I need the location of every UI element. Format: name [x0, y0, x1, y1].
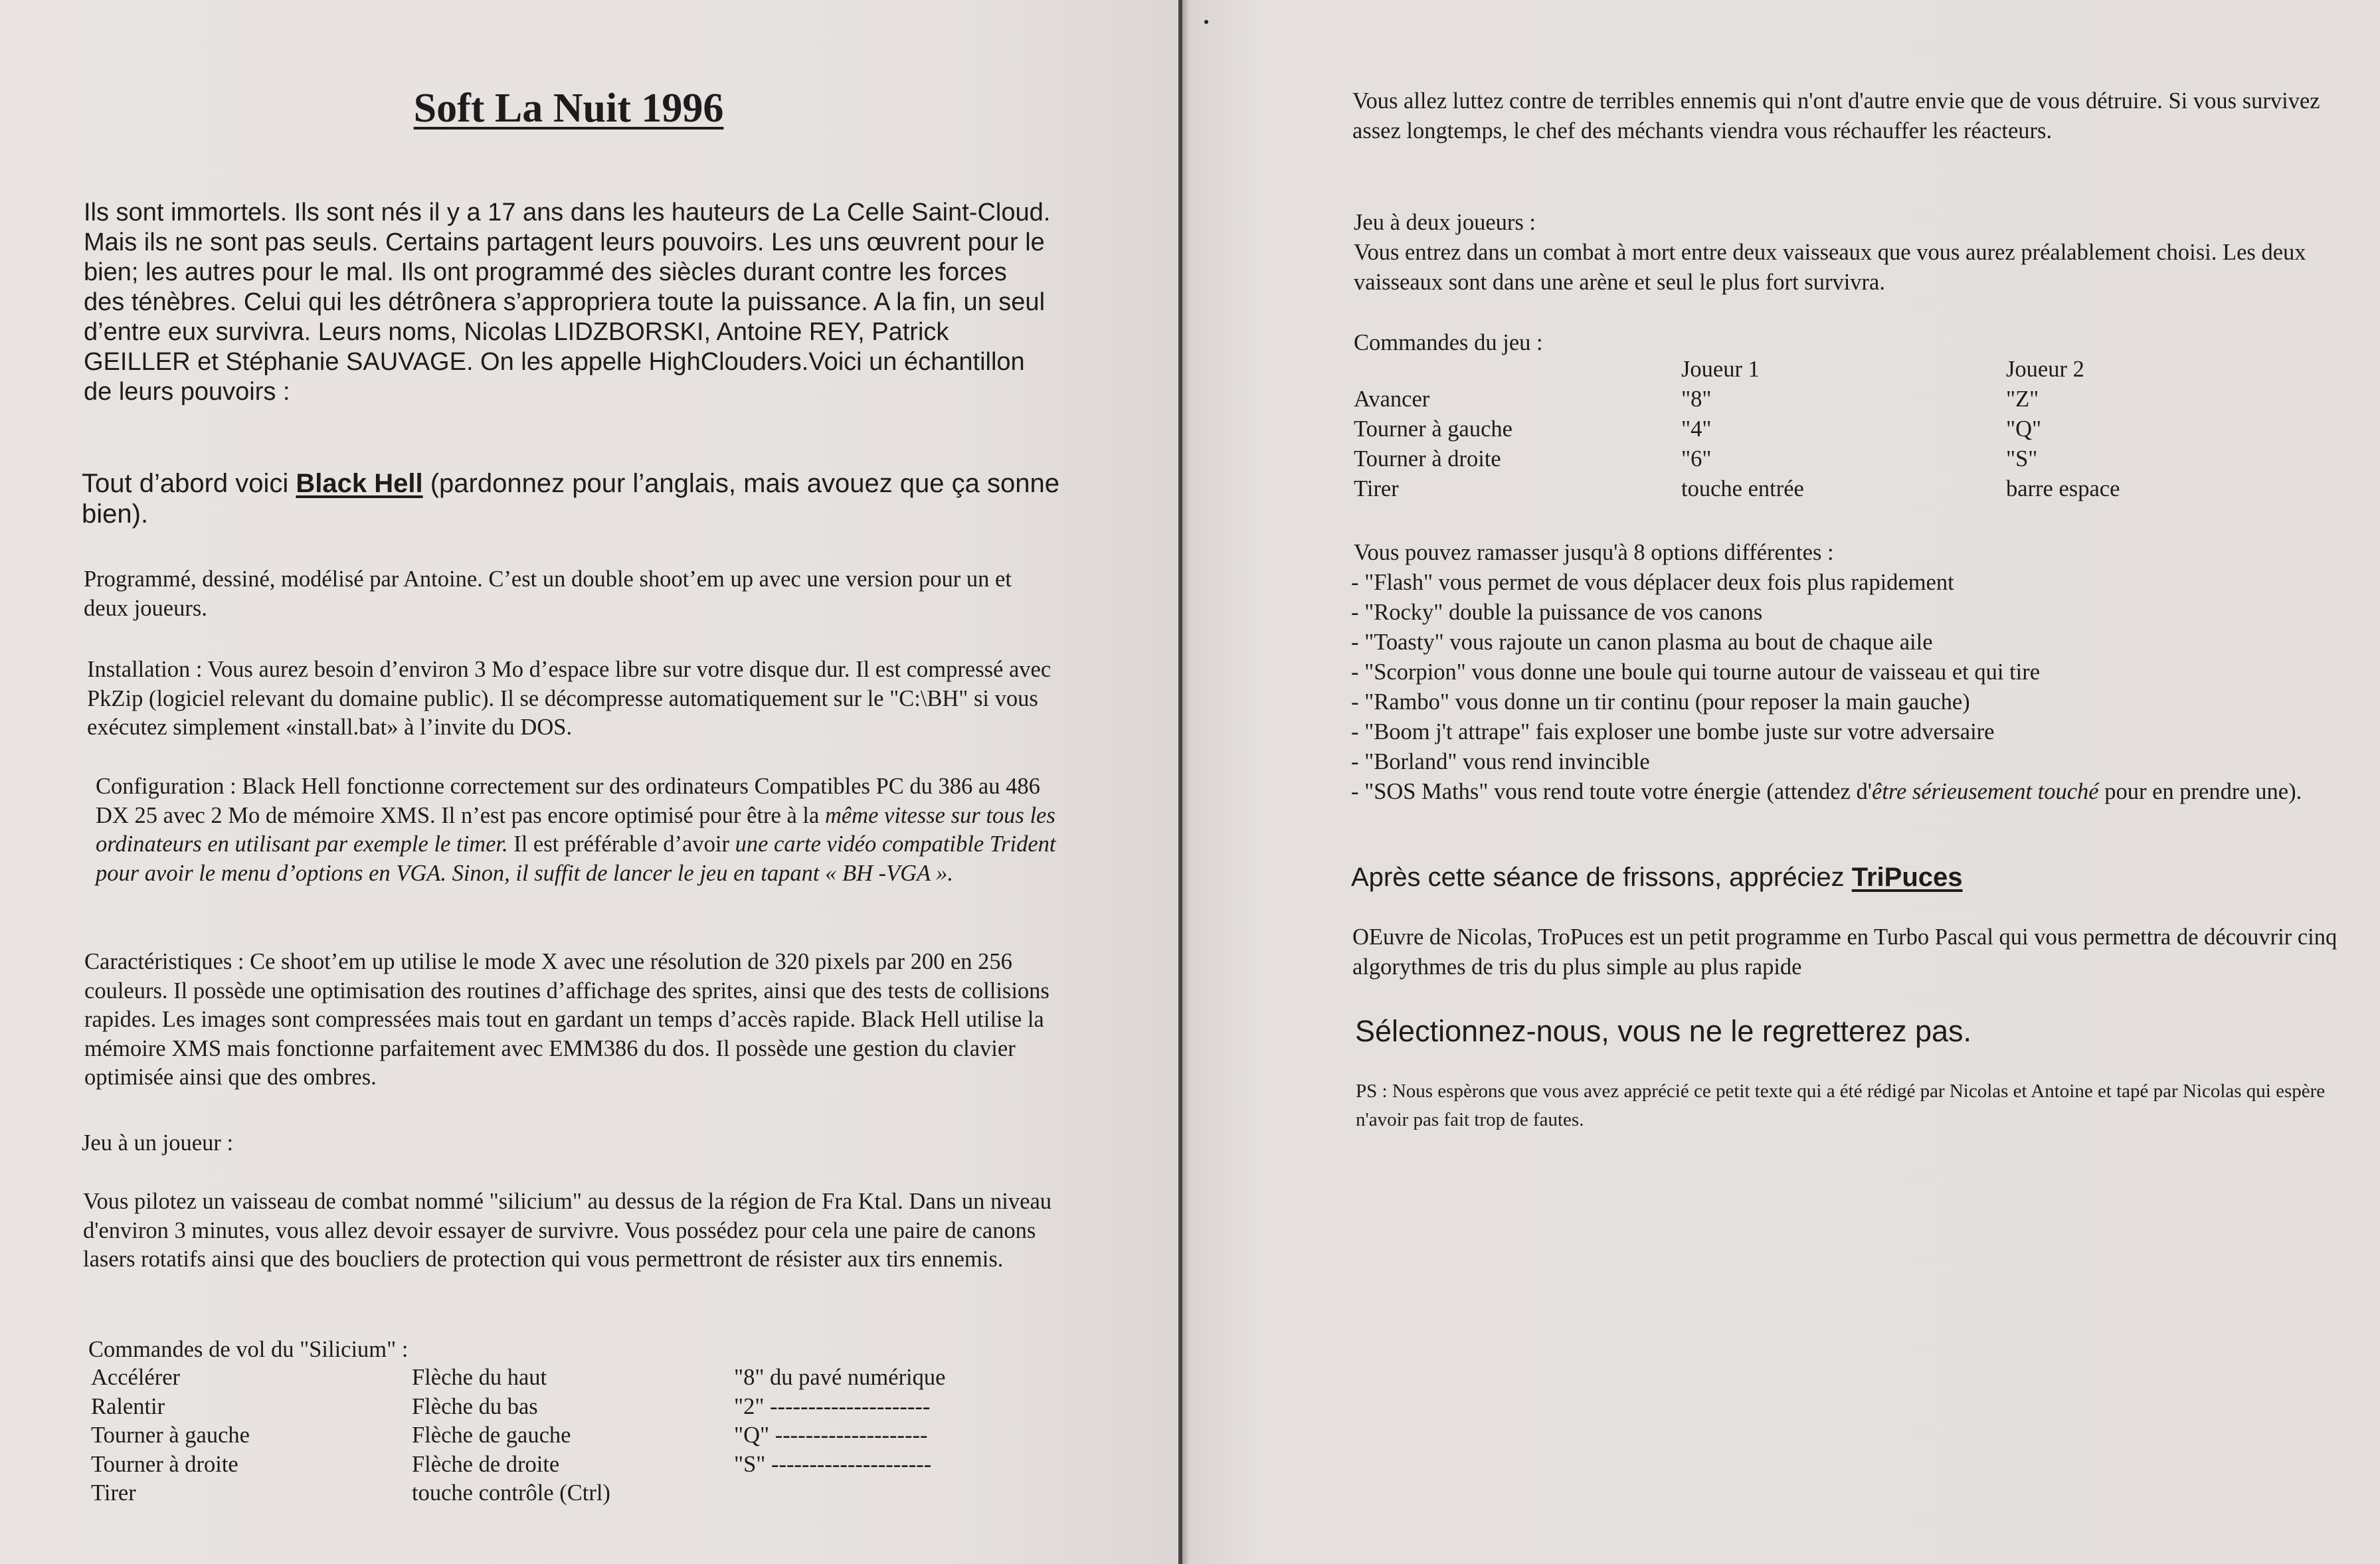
config-timer: timer.	[456, 831, 508, 857]
lead-text: Tout d’abord voici	[82, 469, 296, 498]
options-list	[1351, 568, 2380, 807]
table-row	[1354, 444, 2120, 474]
ps-note: PS : Nous espèrons que vous avez apprécié ce petit texte qui a été rédigé par Nicolas et Antoine et tapé par Nicolas qui espère n'avoir pas fait trop de fautes.	[1356, 1081, 2326, 1130]
table-row	[91, 1421, 945, 1450]
left-page	[0, 0, 1180, 1564]
table-row	[91, 1450, 945, 1480]
table-header-row	[1354, 355, 2120, 385]
player2-header: Joueur 2	[2006, 357, 2084, 382]
cmd-key: Flèche de droite	[412, 1451, 560, 1477]
list-item: - "Rocky" double la puissance de vos canons	[1351, 600, 1763, 625]
cmd-action: Tourner à droite	[91, 1451, 238, 1477]
cmd-action: Tourner à droite	[1354, 446, 1501, 472]
intro-paragraph: Ils sont immortels. Ils sont nés il y a 17 ans dans les hauteurs de La Celle Saint-Cloud. Mais ils ne sont pas seuls. Certains partagent leurs pouvoirs. Les uns œuvrent pour le bien; les autres pour le mal. Ils ont programmé des siècles durant contre les forces des ténèbres. Celui qui les détrônera s’appropriera toute la puissance. A la fin, un seul d’entre eux survivra. Leurs noms, Nicolas LIDZBORSKI, Antoine REY, Patrick GEILLER et Stéphanie SAUVAGE. On les appelle HighClouders.Voici un échantillon de leurs pouvoirs :	[84, 199, 1051, 406]
list-item: - "Scorpion" vous donne une boule qui tourne autour de vaisseau et qui tire	[1351, 659, 2041, 685]
flight-commands-heading: Commandes de vol du "Silicium" :	[88, 1337, 409, 1362]
lead-text: Après cette séance de frissons, appréciez	[1351, 863, 1852, 892]
black-hell-lead	[82, 468, 1065, 529]
cmd-alt: "8" du pavé numérique	[734, 1365, 946, 1390]
list-item	[1351, 777, 2380, 807]
black-hell-name: Black Hell	[296, 469, 423, 498]
caracteristiques-paragraph: Caractéristiques : Ce shoot’em up utilise le mode X avec une résolution de 320 pixels par 200 en 256 couleurs. Il possède une optimisation des routines d’affichage des sprites, ainsi que des tests de collisions rapides. Les images sont compressées mais tout en gardant un temps d’accès rapide. Black Hell utilise la mémoire XMS mais fonctionne parfaitement avec EMM386 du dos. Il possède une gestion du clavier optimisée ainsi que des ombres.	[84, 949, 1050, 1090]
list-item: - "Borland" vous rend invincible	[1351, 749, 1650, 774]
cmd-p2: "Z"	[2006, 387, 2039, 412]
lead-text-end: (pardonnez pour l’anglais, mais avouez que ça sonne bien).	[82, 469, 1060, 529]
table-row	[1354, 474, 2120, 504]
cmd-alt: "Q" --------------------	[734, 1423, 928, 1448]
tripuces-lead	[1351, 862, 1963, 893]
cmd-key: touche contrôle (Ctrl)	[412, 1480, 610, 1506]
table-row	[1354, 385, 2120, 414]
cmd-action: Tirer	[1354, 476, 1399, 501]
player1-header: Joueur 1	[1681, 357, 1760, 382]
select-us-line: Sélectionnez-nous, vous ne le regretterez pas.	[1355, 1014, 1972, 1048]
right-page	[1189, 0, 2380, 1564]
tripuces-paragraph: OEuvre de Nicolas, TroPuces est un petit programme en Turbo Pascal qui vous permettra de découvrir cinq algorythmes de tris du plus simple au plus rapide	[1352, 924, 2337, 980]
installation-paragraph: Installation : Vous aurez besoin d’environ 3 Mo d’espace libre sur votre disque dur. Il est compressé avec PkZip (logiciel relevant du domaine public). Il se décompresse automatiquement sur le "C:\BH" si vous exécutez simplement «install.bat» à l’invite du DOS.	[87, 657, 1052, 740]
config-text-2: Il est préférable d’avoir	[507, 831, 735, 857]
two-player-paragraph: Vous entrez dans un combat à mort entre deux vaisseaux que vous aurez préalablement choisi. Les deux vaisseaux sont dans une arène et seul le plus fort survivra.	[1354, 240, 2306, 295]
list-item: - "Rambo" vous donne un tir continu (pour reposer la main gauche)	[1351, 689, 1970, 715]
list-item: - "Flash" vous permet de vous déplacer deux fois plus rapidement	[1351, 570, 1954, 595]
config-text-italic-2: une carte vidéo compatible Trident pour avoir le menu d’options en VGA. Sinon, il suffit de lancer le jeu en tapant « BH -VGA ».	[96, 831, 1056, 886]
one-player-heading: Jeu à un joueur :	[82, 1130, 234, 1156]
cmd-action: Tourner à gauche	[1354, 416, 1512, 442]
cmd-action: Ralentir	[91, 1393, 165, 1419]
cmd-p1: "6"	[1681, 446, 1712, 472]
paper-speck	[1204, 20, 1208, 24]
cmd-p1: touche entrée	[1681, 476, 1804, 501]
table-row	[91, 1479, 945, 1508]
cmd-key: Flèche du haut	[412, 1365, 547, 1390]
game-commands-heading: Commandes du jeu :	[1354, 330, 1543, 355]
two-player-heading: Jeu à deux joueurs :	[1354, 210, 1536, 235]
config-text-italic: même vitesse sur tous les ordinateurs en utilisant par exemple le	[96, 802, 1055, 857]
table-row	[91, 1363, 945, 1393]
cmd-action: Tourner à gauche	[91, 1423, 250, 1448]
cmd-p2: barre espace	[2006, 476, 2120, 501]
one-player-paragraph: Vous pilotez un vaisseau de combat nommé "silicium" au dessus de la région de Fra Ktal. Dans un niveau d'environ 3 minutes, vous allez devoir essayer de survivre. Vous possédez pour cela une paire de canons lasers rotatifs ainsi que des boucliers de protection qui vous permettront de résister aux tirs ennemis.	[83, 1189, 1052, 1272]
cmd-action: Accélérer	[91, 1365, 181, 1390]
cmd-action: Tirer	[91, 1480, 136, 1506]
cmd-key: Flèche de gauche	[412, 1423, 571, 1448]
list-item: - "Toasty" vous rajoute un canon plasma au bout de chaque aile	[1351, 630, 1933, 655]
game-commands-table	[1354, 355, 2120, 504]
config-text-1: Configuration : Black Hell fonctionne correctement sur des ordinateurs Compatibles PC du 386 au 486 DX 25 avec 2 Mo de mémoire XMS. Il n’est pas encore optimisé pour être à la	[96, 774, 1040, 828]
tripuces-name: TriPuces	[1851, 863, 1963, 892]
cmd-p1: "8"	[1681, 387, 1712, 412]
cmd-key: Flèche du bas	[412, 1393, 538, 1419]
cmd-alt	[734, 1479, 945, 1508]
configuration-paragraph	[96, 772, 1059, 888]
option-text-end: pour en prendre une).	[2098, 779, 2302, 804]
page-title: Soft La Nuit 1996	[413, 86, 724, 131]
cmd-p2: "S"	[2006, 446, 2038, 472]
table-row	[91, 1393, 945, 1422]
option-text-italic: être sérieusement touché	[1871, 779, 2099, 804]
cmd-alt: "S" ---------------------	[734, 1451, 932, 1477]
programme-paragraph: Programmé, dessiné, modélisé par Antoine. C’est un double shoot’em up avec une version pour un et deux joueurs.	[84, 566, 1012, 621]
list-item: - "Boom j't attrape" fais exploser une bombe juste sur votre adversaire	[1351, 719, 1995, 744]
cmd-alt: "2" ---------------------	[734, 1393, 931, 1419]
options-intro: Vous pouvez ramasser jusqu'à 8 options différentes :	[1354, 540, 1834, 565]
cmd-p2: "Q"	[2006, 416, 2042, 442]
cmd-action: Avancer	[1354, 387, 1430, 412]
flight-commands-table	[91, 1363, 945, 1508]
option-text: - "SOS Maths" vous rend toute votre énergie (attendez d'	[1351, 779, 1872, 804]
table-row	[1354, 414, 2120, 444]
cmd-p1: "4"	[1681, 416, 1712, 442]
enemies-paragraph: Vous allez luttez contre de terribles ennemis qui n'ont d'autre envie que de vous détruire. Si vous survivez assez longtemps, le chef des méchants viendra vous réchauffer les réacteurs.	[1352, 88, 2320, 143]
